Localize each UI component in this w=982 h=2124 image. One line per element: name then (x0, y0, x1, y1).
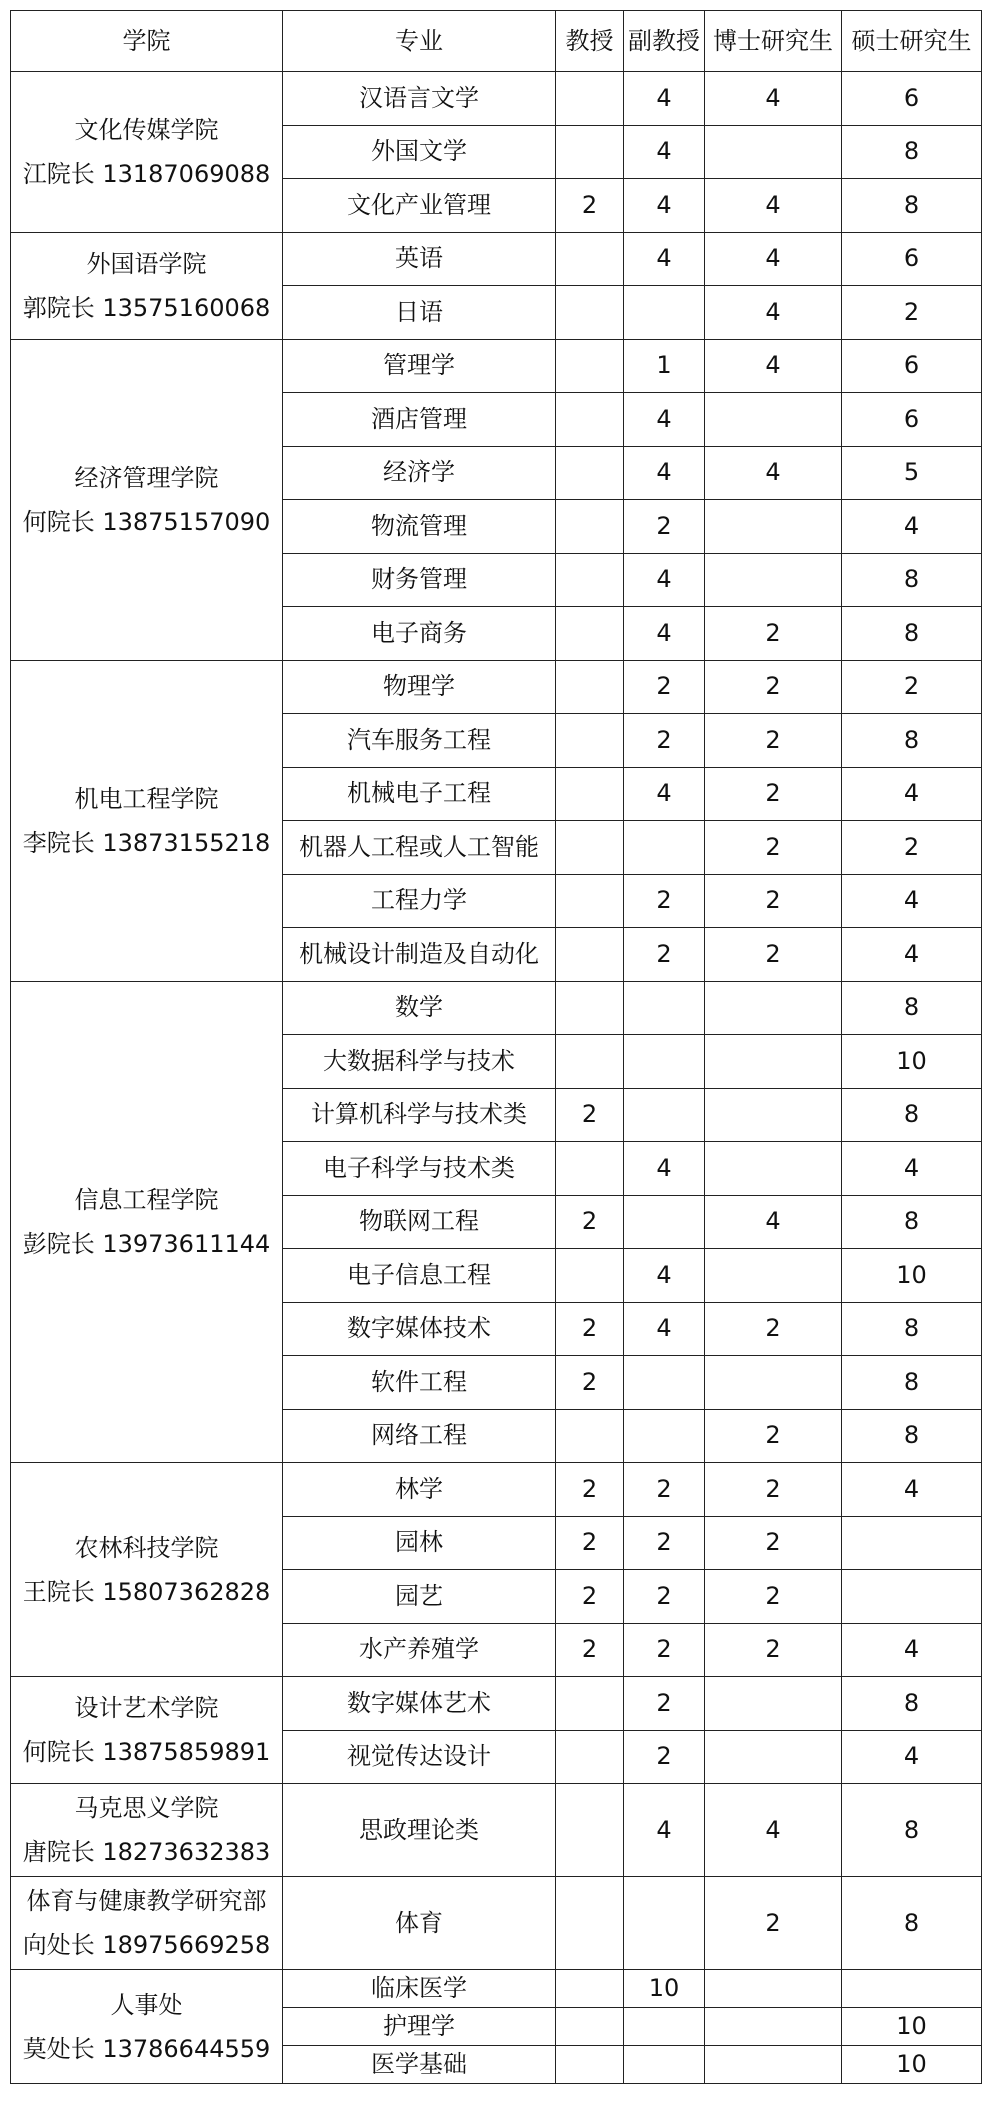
master-cell: 4 (842, 928, 982, 982)
master-cell: 6 (842, 232, 982, 286)
professor-cell: 2 (556, 1516, 624, 1570)
college-contact: 江院长 13187069088 (22, 159, 271, 188)
phd-cell (705, 500, 842, 554)
major-cell: 机械电子工程 (283, 767, 556, 821)
table-row (11, 339, 982, 393)
associate-professor-cell: 2 (624, 928, 705, 982)
phd-cell: 2 (705, 607, 842, 661)
phd-cell (705, 1970, 842, 2008)
professor-cell (556, 607, 624, 661)
college-contact: 向处长 18975669258 (22, 1931, 271, 1959)
master-cell: 10 (842, 2046, 982, 2084)
phd-cell: 4 (705, 1195, 842, 1249)
professor-cell (556, 714, 624, 768)
major-cell: 医学基础 (283, 2046, 556, 2084)
associate-professor-cell: 2 (624, 1730, 705, 1784)
major-cell: 文化产业管理 (283, 179, 556, 233)
phd-cell: 4 (705, 446, 842, 500)
associate-professor-cell (624, 1877, 705, 1970)
major-cell: 物流管理 (283, 500, 556, 554)
professor-cell (556, 660, 624, 714)
college-contact: 唐院长 18273632383 (22, 1838, 271, 1866)
college-cell (11, 232, 283, 339)
associate-professor-cell (624, 821, 705, 875)
professor-cell (556, 446, 624, 500)
major-cell: 园林 (283, 1516, 556, 1570)
associate-professor-cell: 4 (624, 607, 705, 661)
phd-cell: 2 (705, 660, 842, 714)
professor-cell: 2 (556, 1623, 624, 1677)
associate-professor-cell: 1 (624, 339, 705, 393)
major-cell: 林学 (283, 1463, 556, 1517)
master-cell: 4 (842, 1463, 982, 1517)
phd-cell: 2 (705, 1623, 842, 1677)
major-cell: 临床医学 (283, 1970, 556, 2008)
phd-cell: 2 (705, 1570, 842, 1624)
master-cell: 10 (842, 1035, 982, 1089)
phd-cell: 2 (705, 1409, 842, 1463)
header-associate-professor: 副教授 (624, 11, 705, 72)
master-cell (842, 1570, 982, 1624)
major-cell: 数字媒体艺术 (283, 1677, 556, 1731)
recruitment-table (10, 10, 982, 2084)
master-cell: 4 (842, 874, 982, 928)
phd-cell: 4 (705, 286, 842, 340)
phd-cell: 4 (705, 339, 842, 393)
associate-professor-cell: 4 (624, 232, 705, 286)
associate-professor-cell: 4 (624, 125, 705, 179)
professor-cell (556, 767, 624, 821)
phd-cell (705, 1088, 842, 1142)
associate-professor-cell: 2 (624, 1570, 705, 1624)
major-cell: 护理学 (283, 2008, 556, 2046)
major-cell: 园艺 (283, 1570, 556, 1624)
major-cell: 管理学 (283, 339, 556, 393)
phd-cell (705, 1035, 842, 1089)
associate-professor-cell: 2 (624, 1677, 705, 1731)
major-cell: 电子商务 (283, 607, 556, 661)
professor-cell: 2 (556, 1302, 624, 1356)
master-cell: 8 (842, 1677, 982, 1731)
phd-cell: 2 (705, 1302, 842, 1356)
professor-cell (556, 1784, 624, 1877)
major-cell: 水产养殖学 (283, 1623, 556, 1677)
associate-professor-cell (624, 1088, 705, 1142)
college-name: 外国语学院 (86, 249, 207, 278)
professor-cell: 2 (556, 1088, 624, 1142)
phd-cell: 4 (705, 1784, 842, 1877)
major-cell: 汉语言文学 (283, 72, 556, 126)
college-name: 马克思义学院 (74, 1794, 219, 1822)
phd-cell (705, 393, 842, 447)
phd-cell (705, 125, 842, 179)
phd-cell (705, 1249, 842, 1303)
college-cell (11, 1970, 283, 2084)
master-cell: 4 (842, 1142, 982, 1196)
master-cell: 8 (842, 1356, 982, 1410)
major-cell: 工程力学 (283, 874, 556, 928)
college-name: 机电工程学院 (74, 784, 219, 813)
major-cell: 汽车服务工程 (283, 714, 556, 768)
college-contact: 彭院长 13973611144 (22, 1229, 271, 1258)
master-cell: 8 (842, 125, 982, 179)
college-contact: 王院长 15807362828 (22, 1577, 271, 1606)
college-contact: 何院长 13875157090 (22, 507, 271, 536)
major-cell: 英语 (283, 232, 556, 286)
associate-professor-cell: 2 (624, 714, 705, 768)
professor-cell: 2 (556, 1195, 624, 1249)
professor-cell (556, 553, 624, 607)
professor-cell (556, 500, 624, 554)
professor-cell (556, 981, 624, 1035)
associate-professor-cell (624, 2046, 705, 2084)
major-cell: 经济学 (283, 446, 556, 500)
master-cell: 8 (842, 1784, 982, 1877)
master-cell: 6 (842, 393, 982, 447)
professor-cell (556, 125, 624, 179)
associate-professor-cell (624, 1035, 705, 1089)
associate-professor-cell: 4 (624, 553, 705, 607)
table-row (11, 1784, 982, 1877)
major-cell: 电子科学与技术类 (283, 1142, 556, 1196)
college-cell (11, 72, 283, 233)
phd-cell (705, 2046, 842, 2084)
major-cell: 财务管理 (283, 553, 556, 607)
master-cell: 8 (842, 1088, 982, 1142)
college-name: 体育与健康教学研究部 (26, 1887, 267, 1915)
associate-professor-cell: 2 (624, 660, 705, 714)
associate-professor-cell (624, 1356, 705, 1410)
associate-professor-cell: 4 (624, 767, 705, 821)
college-cell (11, 1677, 283, 1784)
table-row (11, 660, 982, 714)
master-cell (842, 1516, 982, 1570)
professor-cell (556, 2008, 624, 2046)
associate-professor-cell (624, 981, 705, 1035)
college-cell (11, 1463, 283, 1677)
college-name: 信息工程学院 (74, 1185, 219, 1214)
associate-professor-cell: 2 (624, 1463, 705, 1517)
major-cell: 思政理论类 (283, 1784, 556, 1877)
phd-cell: 4 (705, 179, 842, 233)
professor-cell (556, 1249, 624, 1303)
phd-cell (705, 553, 842, 607)
major-cell: 电子信息工程 (283, 1249, 556, 1303)
master-cell: 4 (842, 1623, 982, 1677)
professor-cell (556, 232, 624, 286)
master-cell: 4 (842, 1730, 982, 1784)
major-cell: 物联网工程 (283, 1195, 556, 1249)
associate-professor-cell (624, 286, 705, 340)
college-name: 农林科技学院 (74, 1533, 219, 1562)
master-cell: 2 (842, 821, 982, 875)
header-row (11, 11, 982, 72)
college-contact: 何院长 13875859891 (22, 1738, 271, 1766)
table-body (11, 72, 982, 2084)
phd-cell: 2 (705, 767, 842, 821)
professor-cell (556, 928, 624, 982)
professor-cell (556, 1409, 624, 1463)
college-contact: 莫处长 13786644559 (22, 2034, 271, 2063)
associate-professor-cell: 4 (624, 179, 705, 233)
professor-cell (556, 72, 624, 126)
phd-cell (705, 1356, 842, 1410)
associate-professor-cell: 2 (624, 874, 705, 928)
master-cell: 2 (842, 660, 982, 714)
major-cell: 软件工程 (283, 1356, 556, 1410)
professor-cell (556, 1970, 624, 2008)
college-contact: 郭院长 13575160068 (22, 293, 271, 322)
associate-professor-cell: 2 (624, 1623, 705, 1677)
associate-professor-cell (624, 2008, 705, 2046)
phd-cell (705, 1142, 842, 1196)
table-row (11, 1677, 982, 1731)
college-cell (11, 1877, 283, 1970)
master-cell: 8 (842, 1195, 982, 1249)
phd-cell: 2 (705, 1877, 842, 1970)
master-cell: 8 (842, 1877, 982, 1970)
major-cell: 机器人工程或人工智能 (283, 821, 556, 875)
major-cell: 体育 (283, 1877, 556, 1970)
major-cell: 外国文学 (283, 125, 556, 179)
header-phd: 博士研究生 (705, 11, 842, 72)
major-cell: 视觉传达设计 (283, 1730, 556, 1784)
professor-cell: 2 (556, 1463, 624, 1517)
associate-professor-cell (624, 1195, 705, 1249)
college-contact: 李院长 13873155218 (22, 828, 271, 857)
professor-cell (556, 1142, 624, 1196)
phd-cell (705, 2008, 842, 2046)
professor-cell (556, 821, 624, 875)
master-cell: 6 (842, 339, 982, 393)
professor-cell (556, 1035, 624, 1089)
header-college: 学院 (11, 11, 283, 72)
major-cell: 物理学 (283, 660, 556, 714)
table-row (11, 1877, 982, 1970)
major-cell: 数学 (283, 981, 556, 1035)
associate-professor-cell: 4 (624, 1249, 705, 1303)
header-major: 专业 (283, 11, 556, 72)
college-name: 经济管理学院 (74, 463, 219, 492)
master-cell: 4 (842, 767, 982, 821)
professor-cell (556, 2046, 624, 2084)
major-cell: 机械设计制造及自动化 (283, 928, 556, 982)
professor-cell (556, 1677, 624, 1731)
phd-cell: 4 (705, 72, 842, 126)
table-row (11, 981, 982, 1035)
professor-cell (556, 286, 624, 340)
table-row (11, 72, 982, 126)
master-cell: 4 (842, 500, 982, 554)
table-row (11, 232, 982, 286)
phd-cell (705, 1677, 842, 1731)
associate-professor-cell: 4 (624, 72, 705, 126)
college-name: 文化传媒学院 (74, 115, 219, 144)
master-cell: 6 (842, 72, 982, 126)
major-cell: 网络工程 (283, 1409, 556, 1463)
associate-professor-cell: 10 (624, 1970, 705, 2008)
college-name: 人事处 (110, 1990, 183, 2019)
phd-cell (705, 981, 842, 1035)
major-cell: 计算机科学与技术类 (283, 1088, 556, 1142)
phd-cell (705, 1730, 842, 1784)
professor-cell (556, 874, 624, 928)
phd-cell: 2 (705, 1463, 842, 1517)
associate-professor-cell: 4 (624, 1142, 705, 1196)
professor-cell: 2 (556, 1570, 624, 1624)
college-cell (11, 1784, 283, 1877)
professor-cell (556, 339, 624, 393)
associate-professor-cell: 4 (624, 446, 705, 500)
professor-cell (556, 393, 624, 447)
associate-professor-cell: 2 (624, 1516, 705, 1570)
professor-cell (556, 1877, 624, 1970)
master-cell: 8 (842, 714, 982, 768)
associate-professor-cell: 2 (624, 500, 705, 554)
phd-cell: 4 (705, 232, 842, 286)
master-cell: 8 (842, 1302, 982, 1356)
major-cell: 数字媒体技术 (283, 1302, 556, 1356)
master-cell: 8 (842, 981, 982, 1035)
master-cell: 8 (842, 179, 982, 233)
header-master: 硕士研究生 (842, 11, 982, 72)
phd-cell: 2 (705, 874, 842, 928)
master-cell: 8 (842, 607, 982, 661)
college-cell (11, 660, 283, 981)
college-cell (11, 981, 283, 1463)
phd-cell: 2 (705, 821, 842, 875)
master-cell: 5 (842, 446, 982, 500)
major-cell: 日语 (283, 286, 556, 340)
phd-cell: 2 (705, 928, 842, 982)
header-professor: 教授 (556, 11, 624, 72)
professor-cell: 2 (556, 1356, 624, 1410)
associate-professor-cell: 4 (624, 1784, 705, 1877)
master-cell: 8 (842, 1409, 982, 1463)
major-cell: 酒店管理 (283, 393, 556, 447)
master-cell: 10 (842, 1249, 982, 1303)
master-cell: 8 (842, 553, 982, 607)
college-cell (11, 339, 283, 660)
table-row (11, 1463, 982, 1517)
associate-professor-cell: 4 (624, 393, 705, 447)
master-cell: 10 (842, 2008, 982, 2046)
associate-professor-cell: 4 (624, 1302, 705, 1356)
associate-professor-cell (624, 1409, 705, 1463)
phd-cell: 2 (705, 714, 842, 768)
table-row (11, 1970, 982, 2008)
college-name: 设计艺术学院 (74, 1694, 219, 1722)
phd-cell: 2 (705, 1516, 842, 1570)
master-cell: 2 (842, 286, 982, 340)
professor-cell (556, 1730, 624, 1784)
master-cell (842, 1970, 982, 2008)
major-cell: 大数据科学与技术 (283, 1035, 556, 1089)
professor-cell: 2 (556, 179, 624, 233)
